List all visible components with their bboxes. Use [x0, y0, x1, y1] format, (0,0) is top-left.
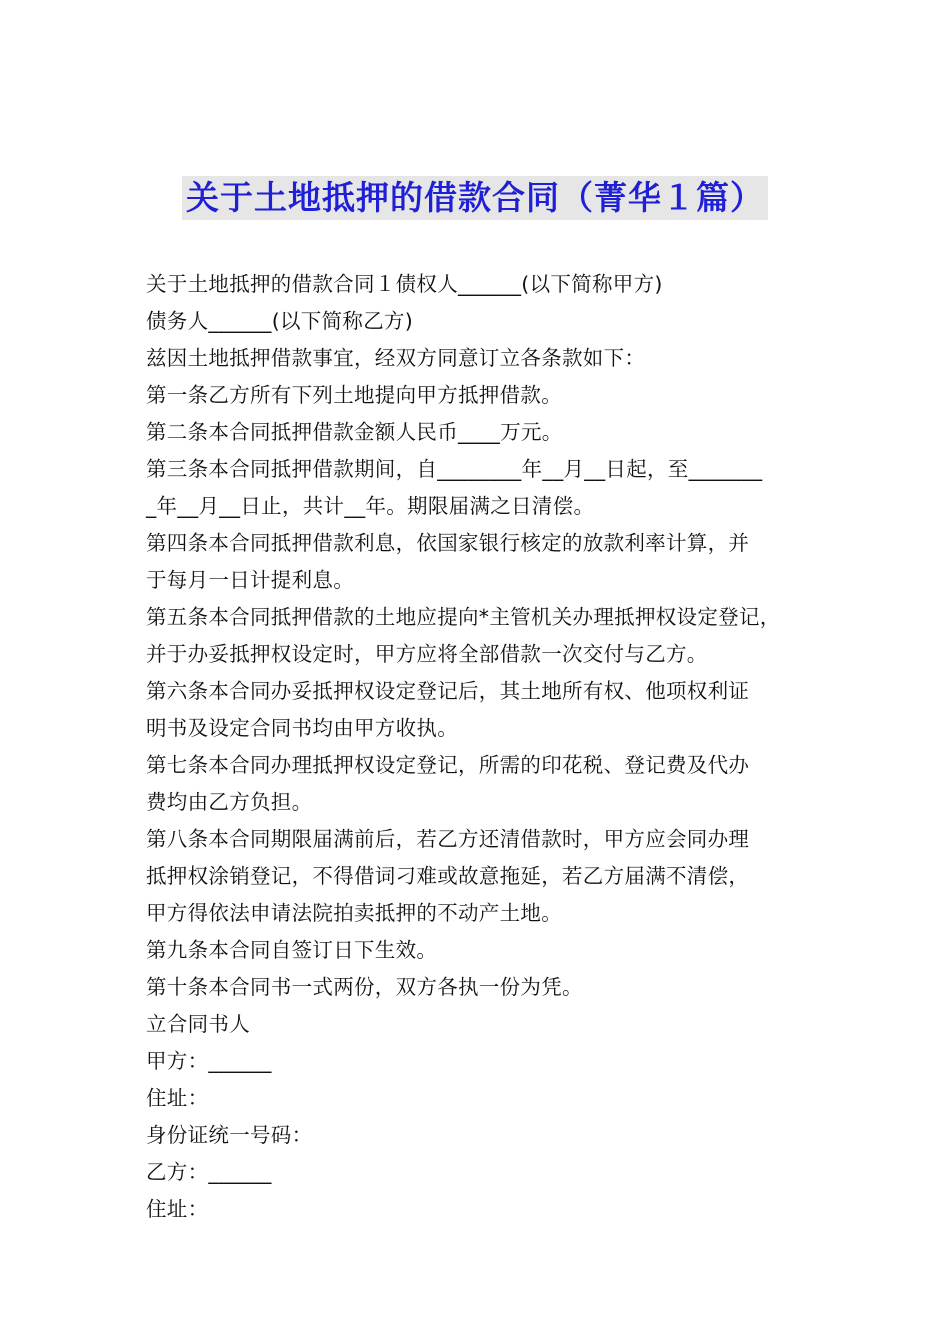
line-debtor: 债务人______(以下简称乙方) [146, 309, 414, 333]
line-article-10: 第十条本合同书一式两份，双方各执一份为凭。 [146, 975, 583, 999]
line-intro-creditor: 关于土地抵押的借款合同１债权人______(以下简称甲方) [146, 272, 663, 296]
document-body [146, 266, 826, 1228]
line-article-3b: _年__月__日止，共计__年。期限届满之日清偿。 [146, 494, 595, 518]
line-article-6b: 明书及设定合同书均由甲方收执。 [146, 716, 458, 740]
line-article-2: 第二条本合同抵押借款金额人民币____万元。 [146, 420, 563, 444]
line-party-b: 乙方：______ [146, 1160, 272, 1184]
line-signatories: 立合同书人 [146, 1012, 250, 1036]
document-title: 关于土地抵押的借款合同（菁华１篇） [182, 176, 768, 220]
line-article-4b: 于每月一日计提利息。 [146, 568, 354, 592]
line-article-8a: 第八条本合同期限届满前后，若乙方还清借款时，甲方应会同办理 [146, 827, 750, 851]
line-article-5b: 并于办妥抵押权设定时，甲方应将全部借款一次交付与乙方。 [146, 642, 708, 666]
line-article-5a: 第五条本合同抵押借款的土地应提向*主管机关办理抵押权设定登记， [146, 605, 781, 629]
line-party-a-address: 住址： [146, 1086, 209, 1110]
line-article-1: 第一条乙方所有下列土地提向甲方抵押借款。 [146, 383, 562, 407]
title-container [0, 176, 950, 220]
line-article-4a: 第四条本合同抵押借款利息，依国家银行核定的放款利率计算，并 [146, 531, 750, 555]
line-article-7b: 费均由乙方负担。 [146, 790, 313, 814]
line-preamble: 兹因土地抵押借款事宜，经双方同意订立各条款如下： [146, 346, 646, 370]
line-party-a-id: 身份证统一号码： [146, 1123, 313, 1147]
line-article-8b: 抵押权涂销登记，不得借词刁难或故意拖延，若乙方届满不清偿， [146, 864, 750, 888]
line-party-b-address: 住址： [146, 1197, 209, 1221]
line-party-a: 甲方：______ [146, 1049, 272, 1073]
line-article-7a: 第七条本合同办理抵押权设定登记，所需的印花税、登记费及代办 [146, 753, 750, 777]
line-article-9: 第九条本合同自签订日下生效。 [146, 938, 438, 962]
line-article-8c: 甲方得依法申请法院拍卖抵押的不动产土地。 [146, 901, 562, 925]
line-article-6a: 第六条本合同办妥抵押权设定登记后，其土地所有权、他项权利证 [146, 679, 750, 703]
line-article-3a: 第三条本合同抵押借款期间，自________年__月__日起，至_______ [146, 457, 763, 481]
